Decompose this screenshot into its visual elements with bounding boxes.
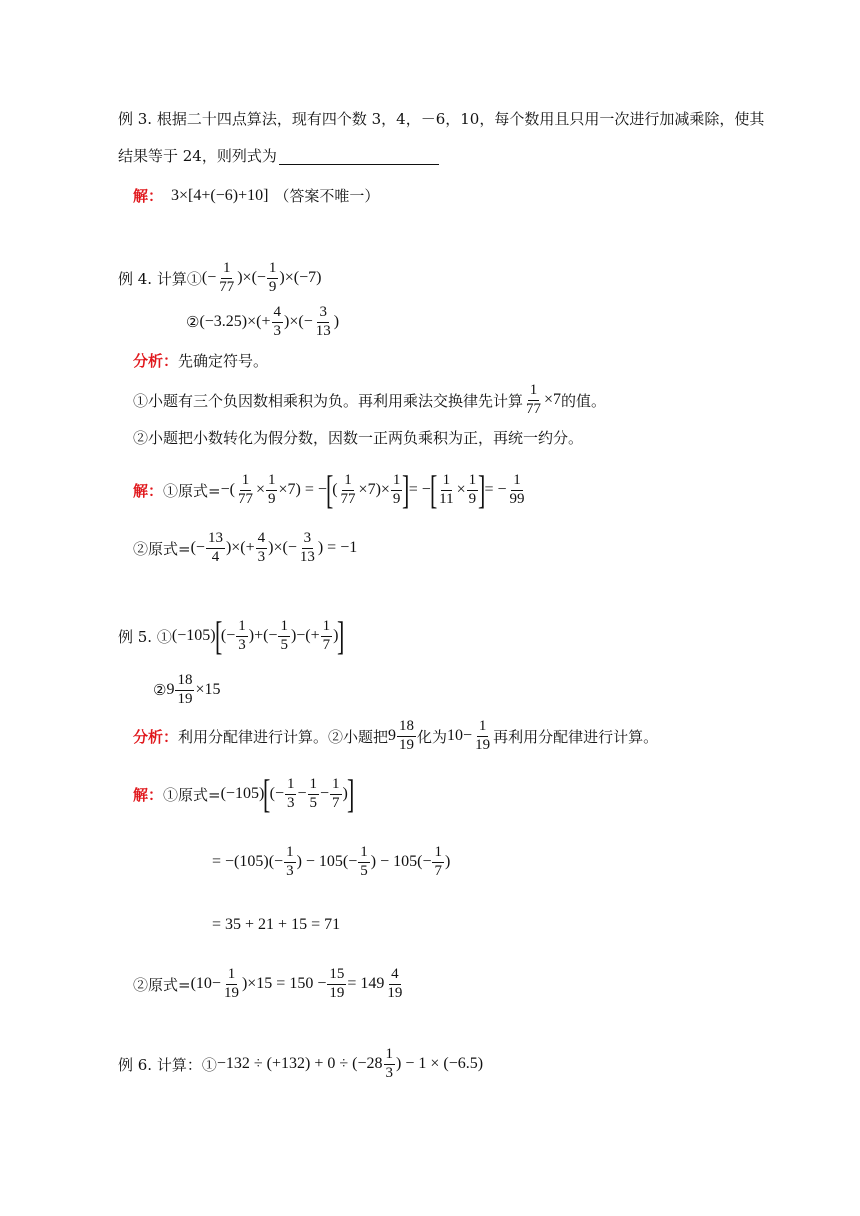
ex5-sol1: 解： ①原式= (−105) [ (− $\frac{1}{3}$ − $\frac{1}{5}$ − $\frac{1}{7}$ ) ]: [133, 771, 355, 816]
ex4-sol2: ②原式= (− $\frac{13}{4}$ )×(+ $\frac{4}{3}$ )×(− $\frac{3}{13}$ ) = −1: [133, 529, 358, 565]
ex4-sol1: 解： ①原式= −( $\frac{1}{77}$ × $\frac{1}{9}$ ×7) = − [ ( $\frac{1}{77}$ ×7)× $\frac{1}{9}$ ] = − [ $\frac{1}{11}$ × $\frac{1}{9}$ ] = − $\frac{1}{99}$: [133, 467, 525, 512]
ex3-line1: 例 3. 根据二十四点算法，现有四个数 3，4，－6，10，每个数用且只用一次进行加减乘除，使其: [118, 110, 765, 128]
ex4-item2: ② (−3.25)×(+ $\frac{4}{3}$ )×(− $\frac{3}{13}$ ): [186, 303, 340, 339]
ex3-line2: 结果等于 24，则列式为: [118, 145, 439, 166]
ex5-sol3: = 35 + 21 + 15 = 71: [212, 916, 341, 933]
ex5-sol4: ②原式= (10− $\frac{1}{19}$ )×15 = 150 − $\frac{15}{19}$ = 149 $\frac{4}{19}$: [133, 965, 403, 1001]
ex5-sol2: = −(105)(− $\frac{1}{3}$ ) − 105(− $\frac{1}{5}$ ) − 105(− $\frac{1}{7}$ ): [212, 843, 451, 879]
ex5-item1: 例 5. ① (−105) [ (− $\frac{1}{3}$ )+(− $\frac{1}{5}$ )−(+ $\frac{1}{7}$ ) ]: [118, 613, 345, 658]
ex5-analysis: 分析： 利用分配律进行计算。②小题把 9 $\frac{18}{19}$ 化为 10− $\frac{1}{19}$ 再利用分配律进行计算。: [133, 717, 659, 753]
ex5-item2: ② 9 $\frac{18}{19}$ ×15: [153, 671, 221, 707]
ex4-note2: ②小题把小数转化为假分数，因数一正两负乘积为正，再统一约分。: [133, 429, 584, 447]
ex4-analysis: 分析： 先确定符号。: [133, 352, 269, 370]
ex4-item1: 例 4. 计算① (− $\frac{1}{77}$ )×(− $\frac{1}{9}$ )×(−7): [118, 259, 322, 295]
answer-blank: [279, 146, 439, 165]
ex3-solution: 解： 3×[4+(−6)+10] （答案不唯一）: [133, 186, 380, 205]
ex4-note1: ①小题有三个负因数相乘积为负。再利用乘法交换律先计算 $\frac{1}{77}$ ×7 的值。: [133, 381, 607, 417]
ex6-item1: 例 6. 计算：① −132 ÷ (+132) + 0 ÷ (−28 $\frac{1}{3}$ ) − 1 × (−6.5): [118, 1045, 484, 1081]
